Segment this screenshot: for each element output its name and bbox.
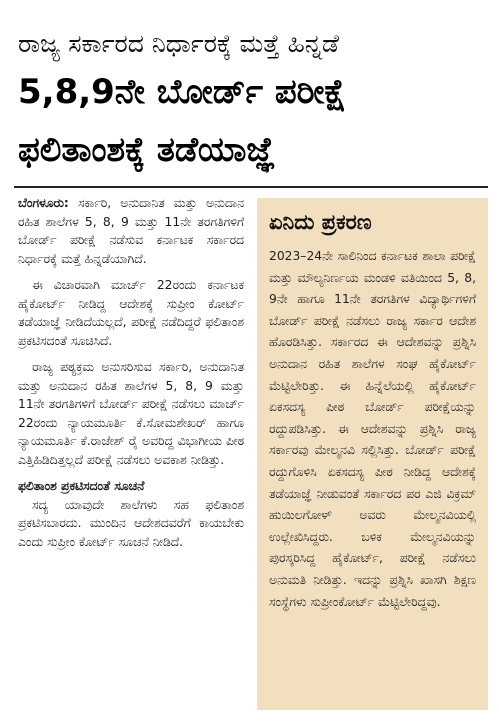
paragraph-3: ರಾಜ್ಯ ಪಠ್ಯಕ್ರಮ ಅನುಸರಿಸುವ ಸರ್ಕಾರಿ, ಅನುದಾನಿತ ಮತ್ತು ಅನುದಾನ ರಹಿತ ಶಾಲೆಗಳ 5, 8, 9 ಮತ್ತು 11ನೇ ತರಗತಿಗಳಿಗೆ ಬೋರ್ಡ್ ಪರೀಕ್ಷೆ ನಡೆಸಲು ಮಾರ್ಚ್ 22ರಂದು ನ್ಯಾಯಮೂರ್ತಿ ಕೆ.ಸೋಮಶೇಖರ್ ಹಾಗೂ ನ್ಯಾಯಮೂರ್ತಿ ಕೆ.ರಾಜೇಶ್ ರೈ ಅವರಿದ್ದ ವಿಭಾಗೀಯ ಪೀಠ ಎತ್ತಿಹಿಡಿದಿತ್ತಲ್ಲದೆ ಪರೀಕ್ಷೆ ನಡೆಸಲು ಅವಕಾಶ ನೀಡಿತ್ತು. [18,360,244,467]
dateline: ಬೆಂಗಳೂರು: [18,196,69,210]
paragraph-1-text: ಸರ್ಕಾರಿ, ಅನುದಾನಿತ ಮತ್ತು ಅನುದಾನ ರಹಿತ ಶಾಲೆಗಳ 5, 8, 9 ಮತ್ತು 11ನೇ ತರಗತಿಗಳಿಗೆ ಬೋರ್ಡ್ ಪರೀಕ್ಷೆ ನಡೆಸುವ ಕರ್ನಾಟಕ ಸರ್ಕಾರದ ನಿರ್ಧಾರಕ್ಕೆ ಮತ್ತೆ ಹಿನ್ನಡೆಯಾಗಿದೆ. [18,196,244,266]
kicker-headline: ರಾಜ್ಯ ಸರ್ಕಾರದ ನಿರ್ಧಾರಕ್ಕೆ ಮತ್ತೆ ಹಿನ್ನಡೆ [18,29,339,58]
subheading: ಫಲಿತಾಂಶ ಪ್ರಕಟಿಸದಂತೆ ಸೂಚನೆ [18,479,145,493]
headline-divider [14,186,488,188]
sidebar-title: ಏನಿದು ಪ್ರಕರಣ [269,210,372,234]
paragraph-1 [18,194,244,268]
paragraph-4: ಸದ್ಯ ಯಾವುದೇ ಶಾಲೆಗಳು ಸಹ ಫಲಿತಾಂಶ ಪ್ರಕಟಿಸಬಾರದು. ಮುಂದಿನ ಆದೇಶದವರೆಗೆ ಕಾಯಬೇಕು ಎಂದು ಸುಪ್ರೀಂ ಕೋರ್ಟ್ ಸೂಚನೆ ನೀಡಿದೆ. [18,497,244,549]
sidebar-box [257,198,488,710]
sidebar-body: 2023–24ನೇ ಸಾಲಿನಿಂದ ಕರ್ನಾಟಕ ಶಾಲಾ ಪರೀಕ್ಷೆ ಮತ್ತು ಮೌಲ್ಯನಿರ್ಣಯ ಮಂಡಳಿ ವತಿಯಿಂದ 5, 8, 9ನೇ ಹಾಗೂ 11ನೇ ತರಗತಿಗಳ ವಿದ್ಯಾರ್ಥಿಗಳಿಗೆ ಬೋರ್ಡ್ ಪರೀಕ್ಷೆ ನಡೆಸಲು ರಾಜ್ಯ ಸರ್ಕಾರ ಆದೇಶ ಹೊರಡಿಸಿತ್ತು. ಸರ್ಕಾರದ ಈ ಆದೇಶವನ್ನು ಪ್ರಶ್ನಿಸಿ ಅನುದಾನ ರಹಿತ ಶಾಲೆಗಳ ಸಂಘ ಹೈಕೋರ್ಟ್ ಮೆಟ್ಟಿಲೇರಿತ್ತು. ಈ ಹಿನ್ನೆಲೆಯಲ್ಲಿ ಹೈಕೋರ್ಟ್ ಏಕಸದಸ್ಯ ಪೀಠ ಬೋರ್ಡ್ ಪರೀಕ್ಷೆಯನ್ನು ರದ್ದುಪಡಿಸಿತ್ತು. ಈ ಆದೇಶವನ್ನು ಪ್ರಶ್ನಿಸಿ ರಾಜ್ಯ ಸರ್ಕಾರವು ಮೇಲ್ಮನವಿ ಸಲ್ಲಿಸಿತ್ತು. ಬೋರ್ಡ್ ಪರೀಕ್ಷೆ ರದ್ದುಗೊಳಿಸಿ ಏಕಸದಸ್ಯ ಪೀಠ ನೀಡಿದ್ದ ಆದೇಶಕ್ಕೆ ತಡೆಯಾಜ್ಞೆ ನೀಡುವಂತೆ ಸರ್ಕಾರದ ಪರ ಎಜಿ ವಿಕ್ರಮ್ ಹುಯಿಲಗೋಳ್ ಅವರು ಮೇಲ್ಮನವಿಯಲ್ಲಿ ಉಲ್ಲೇಖಿಸಿದ್ದರು. ಬಳಿಕ ಮೇಲ್ಮನವಿಯನ್ನು ಪುರಸ್ಕರಿಸಿದ್ದ ಹೈಕೋರ್ಟ್, ಪರೀಕ್ಷೆ ನಡೆಸಲು ಅನುಮತಿ ನೀಡಿತ್ತು. ಇದನ್ನು ಪ್ರಶ್ನಿಸಿ ಖಾಸಗಿ ಶಿಕ್ಷಣ ಸಂಸ್ಥೆಗಳು ಸುಪ್ರೀಂಕೋರ್ಟ್ ಮೆಟ್ಟಿಲೇರಿದ್ದವು. [269,249,476,609]
paragraph-2: ಈ ವಿಚಾರವಾಗಿ ಮಾರ್ಚ್ 22ರಂದು ಕರ್ನಾಟಕ ಹೈಕೋರ್ಟ್ ನೀಡಿದ್ದ ಆದೇಶಕ್ಕೆ ಸುಪ್ರೀಂ ಕೋರ್ಟ್ ತಡೆಯಾಜ್ಞೆ ನೀಡಿದೆಯಲ್ಲದೆ, ಪರೀಕ್ಷೆ ನಡೆದಿದ್ದರೆ ಫಲಿತಾಂಶ ಪ್ರಕಟಿಸದಂತೆ ಸೂಚಿಸಿದೆ. [18,278,244,348]
article-body [18,194,244,551]
headline-line-1: 5,8,9ನೇ ಬೋರ್ಡ್ ಪರೀಕ್ಷೆ [18,72,347,112]
headline-line-2: ಫಲಿತಾಂಶಕ್ಕೆ ತಡೆಯಾಜ್ಞೆ [18,130,276,170]
